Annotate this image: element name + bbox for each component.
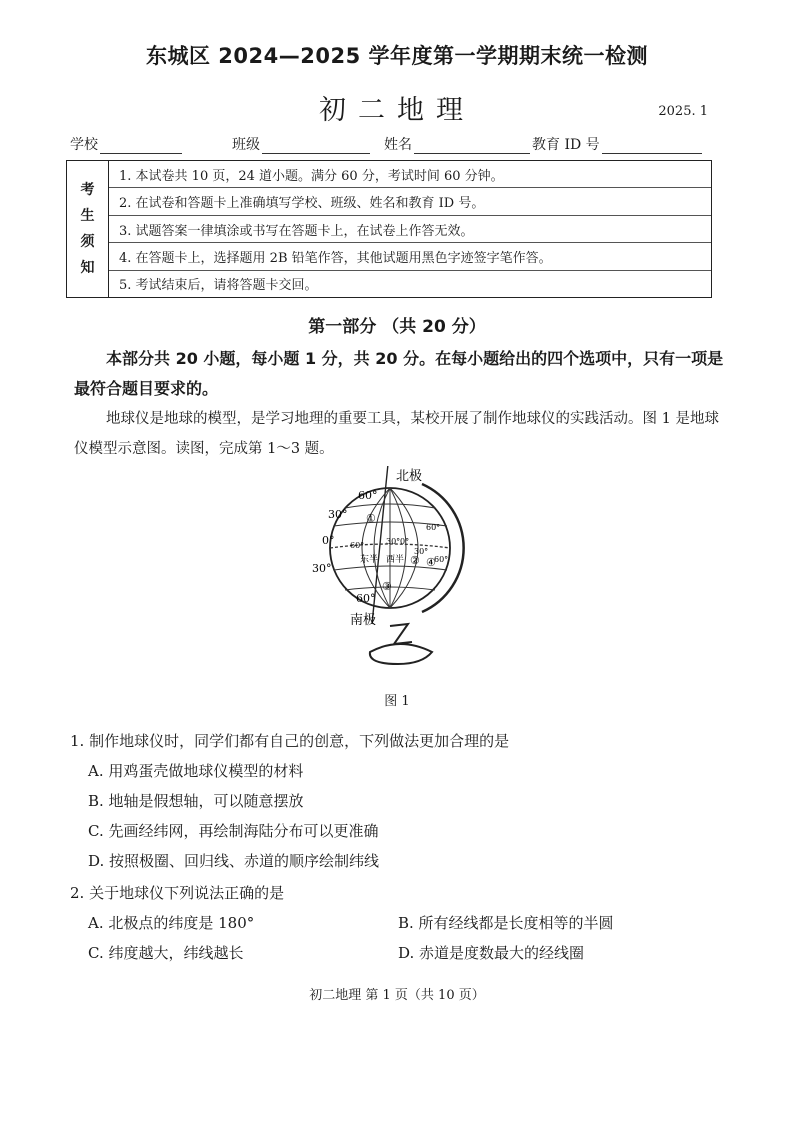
class-label: 班级 <box>232 137 260 153</box>
question-option[interactable]: B. 地轴是假想轴，可以随意摆放 <box>88 792 304 810</box>
notice-label-char: 考 <box>80 182 95 198</box>
name-label: 姓名 <box>384 137 412 153</box>
name-field[interactable] <box>384 134 530 154</box>
figure-caption: 图 1 <box>384 694 410 709</box>
education-id-label: 教育 ID 号 <box>532 137 600 153</box>
south-pole-label: 南极 <box>350 613 377 628</box>
lat-label: 60° <box>356 592 376 605</box>
grid-label: 60° <box>434 555 449 564</box>
notice-label-char: 须 <box>80 234 95 250</box>
exam-title: 东城区 2024—2025 学年度第一学期期末统一检测 <box>145 44 648 68</box>
question-stem: 2. 关于地球仪下列说法正确的是 <box>70 884 285 902</box>
question-option[interactable]: C. 纬度越大，纬线越长 <box>88 944 244 962</box>
question-context: 地球仪是地球的模型，是学习地理的重要工具，某校开展了制作地球仪的实践活动。图 1 是地球仪模型示意图。读图，完成第 1～3 题。 <box>74 411 719 457</box>
meridian-ring <box>422 484 464 612</box>
question-option[interactable]: A. 用鸡蛋壳做地球仪模型的材料 <box>88 762 304 780</box>
question-option[interactable]: D. 赤道是度数最大的经线圈 <box>398 944 585 962</box>
question-stem: 1. 制作地球仪时，同学们都有自己的创意，下列做法更加合理的是 <box>70 732 510 750</box>
grid-label: 30° <box>414 547 429 556</box>
grid-label: 60° <box>426 523 441 532</box>
school-label: 学校 <box>70 137 98 153</box>
hemisphere-label-east: 东半 <box>360 555 379 565</box>
question-option[interactable]: B. 所有经线都是长度相等的半圆 <box>398 914 614 932</box>
lat-label: 60° <box>358 489 378 502</box>
lat-label: 0° <box>322 534 335 547</box>
question-option[interactable]: A. 北极点的纬度是 180° <box>88 914 255 932</box>
notice-item: 5. 考试结束后，请将答题卡交回。 <box>119 278 318 294</box>
page-footer: 初二地理 第 1 页（共 10 页） <box>309 988 485 1003</box>
subject-title: 初二地理 <box>319 95 475 126</box>
part-one-instructions: 本部分共 20 小题，每小题 1 分，共 20 分。在每小题给出的四个选项中，只有一项是最符合题目要求的。 <box>74 349 724 398</box>
marker-1: ① <box>366 512 376 525</box>
school-field[interactable] <box>70 134 182 154</box>
north-pole-label: 北极 <box>396 469 423 484</box>
marker-3: ③ <box>382 580 392 593</box>
notice-item: 4. 在答题卡上，选择题用 2B 铅笔作答，其他试题用黑色字迹签字笔作答。 <box>109 243 711 270</box>
question-option[interactable]: D. 按照极圈、回归线、赤道的顺序绘制纬线 <box>88 852 380 870</box>
globe-stand-base <box>370 644 432 664</box>
lat-label: 30° <box>328 508 348 521</box>
class-field[interactable] <box>232 134 370 154</box>
hemisphere-label-west: 西半 <box>386 555 405 565</box>
lat-label: 30° <box>312 562 332 575</box>
notice-label <box>67 161 109 297</box>
notice-label-char: 生 <box>80 208 95 224</box>
marker-4: ④ <box>426 556 436 569</box>
part-one-title: 第一部分 （共 20 分） <box>308 317 486 337</box>
grid-label: 30° <box>386 537 401 546</box>
question-option[interactable]: C. 先画经纬网，再绘制海陆分布可以更准确 <box>88 822 379 840</box>
meridian-line <box>390 488 406 608</box>
notice-item: 2. 在试卷和答题卡上准确填写学校、班级、姓名和教育 ID 号。 <box>109 188 711 215</box>
notice-item: 3. 试题答案一律填涂或书写在答题卡上，在试卷上作答无效。 <box>109 216 711 243</box>
marker-2: ② <box>410 554 420 567</box>
grid-label: 60° <box>350 541 365 550</box>
globe-stand-arm <box>390 624 412 644</box>
notice-item: 1. 本试卷共 10 页，24 道小题。满分 60 分，考试时间 60 分钟。 <box>109 161 711 188</box>
notice-label-char: 知 <box>80 260 95 276</box>
globe-figure <box>310 466 470 681</box>
exam-date: 2025. 1 <box>658 104 708 119</box>
education-id-field[interactable] <box>532 134 702 154</box>
exam-notice-box <box>66 160 712 298</box>
grid-label: 0° <box>400 537 410 546</box>
